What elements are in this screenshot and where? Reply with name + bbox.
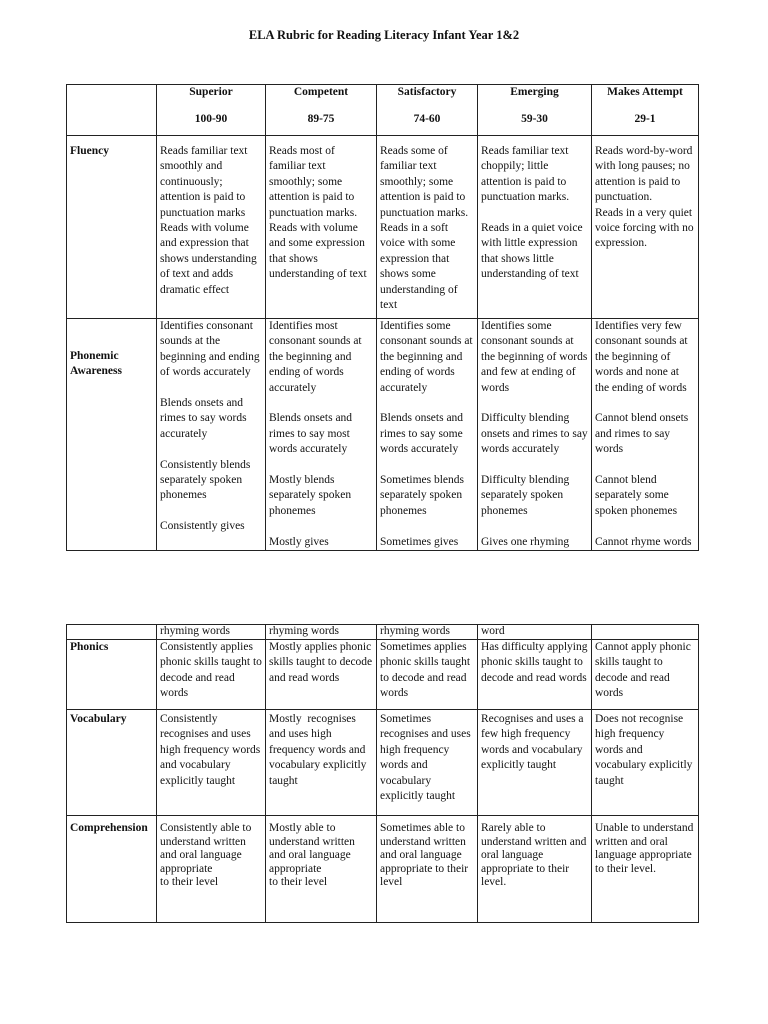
criterion-label: Vocabulary xyxy=(67,710,157,816)
rubric-cell: Reads word-by-word with long pauses; no attention is paid to punctuation. Reads in a very quiet voice forcing with no expression. xyxy=(592,136,699,319)
rubric-cell: Identifies some consonant sounds at the beginning and ending of words accurately Blends onsets and rimes to say some words accurately Sometimes blends separately spoken phonemes Sometimes gives xyxy=(377,319,478,551)
rubric-cell: word xyxy=(478,625,592,640)
rubric-cell: Mostly applies phonic skills taught to decode and read words xyxy=(266,640,377,710)
rubric-cell: Does not recognise high frequency words and vocabulary explicitly taught xyxy=(592,710,699,816)
criterion-row-phonics xyxy=(67,640,699,710)
level-header-emerging: Emerging 59-30 xyxy=(478,85,592,136)
rubric-cell: rhyming words xyxy=(157,625,266,640)
rubric-cell: Reads some of familiar text smoothly; some attention is paid to punctuation marks. Reads in a soft voice with some expression that shows some understanding of text xyxy=(377,136,478,319)
level-header-satisfactory: Satisfactory 74-60 xyxy=(377,85,478,136)
continuation-row xyxy=(67,625,699,640)
level-header-makes-attempt: Makes Attempt 29-1 xyxy=(592,85,699,136)
rubric-cell: Reads familiar text choppily; little attention is paid to punctuation marks. Reads in a quiet voice with little expression that shows little understanding of text xyxy=(478,136,592,319)
rubric-table-part-2 xyxy=(66,624,699,923)
header-row xyxy=(67,85,699,136)
rubric-cell: Identifies some consonant sounds at the beginning of words and few at ending of words Difficulty blending onsets and rimes to say words accurately Difficulty blending separately spoken phonemes Gives one rhyming xyxy=(478,319,592,551)
rubric-cell: Consistently applies phonic skills taught to decode and read words xyxy=(157,640,266,710)
rubric-cell: Unable to understand written and oral language appropriate to their level. xyxy=(592,816,699,923)
rubric-cell: Sometimes applies phonic skills taught to decode and read words xyxy=(377,640,478,710)
rubric-cell: Sometimes able to understand written and oral language appropriate to their level xyxy=(377,816,478,923)
criterion-row-comprehension xyxy=(67,816,699,923)
rubric-cell: Recognises and uses a few high frequency words and vocabulary explicitly taught xyxy=(478,710,592,816)
criterion-label: Phonemic Awareness xyxy=(70,350,122,378)
header-corner-cell xyxy=(67,85,157,136)
rubric-cell: Consistently recognises and uses high frequency words and vocabulary explicitly taught xyxy=(157,710,266,816)
rubric-cell: Identifies consonant sounds at the beginning and ending of words accurately Blends onsets and rimes to say words accurately Consistently blends separately spoken phonemes Consistently gives xyxy=(157,319,266,551)
criterion-label: Fluency xyxy=(67,136,157,319)
rubric-cell: Cannot apply phonic skills taught to decode and read words xyxy=(592,640,699,710)
rubric-cell: Consistently able to understand written and oral language appropriate to their level xyxy=(157,816,266,923)
rubric-table-part-1 xyxy=(66,84,699,551)
rubric-cell: Sometimes recognises and uses high frequency words and vocabulary explicitly taught xyxy=(377,710,478,816)
rubric-cell: Identifies most consonant sounds at the beginning and ending of words accurately Blends onsets and rimes to say most words accurately Mostly blends separately spoken phonemes Mostly gives xyxy=(266,319,377,551)
criterion-row-phonemic-awareness xyxy=(67,319,699,551)
rubric-cell: Identifies very few consonant sounds at the beginning of words and none at the ending of words Cannot blend onsets and rimes to say words Cannot blend separately some spoken phonemes Cannot rhyme words xyxy=(592,319,699,551)
rubric-cell: rhyming words xyxy=(377,625,478,640)
continuation-label-cell xyxy=(67,625,157,640)
rubric-cell: Reads most of familiar text smoothly; some attention is paid to punctuation marks. Reads with volume and some expression that shows understanding of text xyxy=(266,136,377,319)
criterion-label: Comprehension xyxy=(67,816,157,923)
level-header-superior: Superior 100-90 xyxy=(157,85,266,136)
rubric-cell: Has difficulty applying phonic skills taught to decode and read words xyxy=(478,640,592,710)
page-title: ELA Rubric for Reading Literacy Infant Year 1&2 xyxy=(248,28,520,42)
rubric-cell: rhyming words xyxy=(266,625,377,640)
criterion-label-cell xyxy=(67,319,157,551)
criterion-row-fluency xyxy=(67,136,699,319)
rubric-cell: Mostly recognises and uses high frequency words and vocabulary explicitly taught xyxy=(266,710,377,816)
rubric-cell: Rarely able to understand written and oral language appropriate to their level. xyxy=(478,816,592,923)
criterion-label: Phonics xyxy=(67,640,157,710)
rubric-cell: Reads familiar text smoothly and continuously; attention is paid to punctuation marks Reads with volume and expression that shows understanding of text and adds dramatic effect xyxy=(157,136,266,319)
criterion-row-vocabulary xyxy=(67,710,699,816)
rubric-cell xyxy=(592,625,699,640)
level-header-competent: Competent 89-75 xyxy=(266,85,377,136)
rubric-cell: Mostly able to understand written and oral language appropriate to their level xyxy=(266,816,377,923)
